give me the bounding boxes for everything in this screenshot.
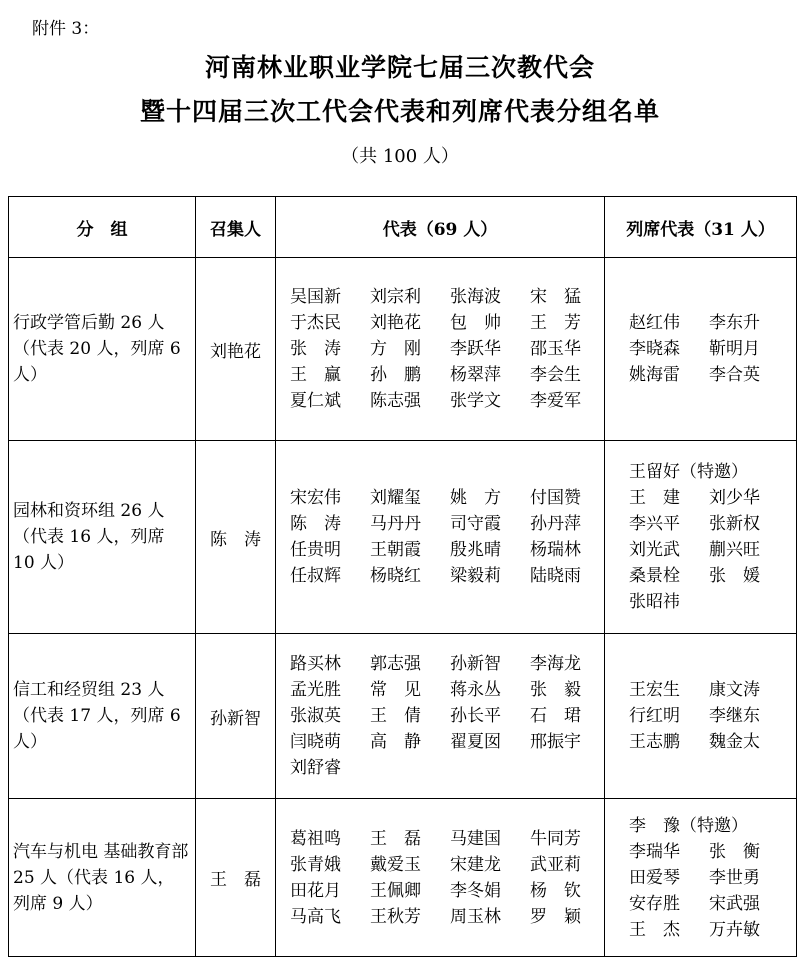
delegate-name: 周玉林 [450, 906, 501, 927]
delegate-name: 任贵明 [290, 540, 341, 560]
delegate-name: 高 静 [370, 732, 421, 752]
observer-name: 刘少华 [709, 488, 760, 508]
delegate-name: 武亚莉 [530, 854, 581, 875]
delegate-name: 吴国新 [290, 287, 341, 307]
delegate-name: 夏仁斌 [290, 391, 341, 411]
observers-list [605, 310, 796, 388]
header-convener: 召集人 [196, 197, 276, 258]
delegate-name: 张 毅 [530, 680, 581, 700]
observers-cell [605, 441, 797, 634]
delegates-list [276, 284, 604, 414]
observer-name: 李继东 [709, 706, 760, 726]
delegate-name: 刘艳花 [370, 313, 421, 333]
delegate-name: 张学文 [450, 391, 501, 411]
delegate-name: 田花月 [290, 880, 341, 901]
delegate-name: 翟夏囡 [450, 732, 501, 752]
observer-name: 刘光武 [629, 540, 680, 560]
delegate-name: 殷兆晴 [450, 540, 501, 560]
observer-name: 李兴平 [629, 514, 680, 534]
delegate-name: 常 见 [370, 680, 421, 700]
observer-name: 安存胜 [629, 893, 680, 914]
delegate-name: 王 赢 [290, 365, 341, 385]
group-row [9, 799, 797, 957]
observer-name: 蒯兴旺 [709, 540, 760, 560]
group-name: 汽车与机电 基础教育部 25 人（代表 16 人，列席 9 人） [9, 799, 196, 957]
observer-name: 李世勇 [709, 867, 760, 888]
delegates-list [276, 826, 604, 930]
delegate-name: 包 帅 [450, 313, 501, 333]
observers-list [605, 677, 796, 755]
delegates-cell [276, 441, 605, 634]
group-row [9, 634, 797, 799]
delegates-list [276, 651, 604, 781]
delegate-name: 邢振宇 [530, 732, 581, 752]
group-name: 园林和资环组 26 人（代表 16 人，列席 10 人） [9, 441, 196, 634]
delegate-name: 张海波 [450, 287, 501, 307]
delegate-name: 罗 颖 [530, 906, 581, 927]
delegate-name: 陈 涛 [290, 514, 341, 534]
observer-name: 王宏生 [629, 680, 680, 700]
delegate-name: 宋 猛 [530, 287, 581, 307]
observer-name: 行红明 [629, 706, 680, 726]
delegate-name: 陈志强 [370, 391, 421, 411]
observer-name: 姚海雷 [629, 365, 680, 385]
delegate-name: 蒋永丛 [450, 680, 501, 700]
document-title-line-2: 暨十四届三次工代会代表和列席代表分组名单 [139, 97, 660, 126]
observers-cell [605, 634, 797, 799]
observer-name: 桑景栓 [629, 566, 680, 586]
document-title-line-1: 河南林业职业学院七届三次教代会 [204, 53, 595, 82]
delegate-name: 孟光胜 [290, 680, 341, 700]
attachment-label: 附件 3： [32, 19, 100, 39]
delegate-name: 李跃华 [450, 339, 501, 359]
observer-name: 靳明月 [709, 339, 760, 359]
delegate-name: 宋宏伟 [290, 488, 341, 508]
observer-name: 魏金太 [709, 732, 760, 752]
observers-list [605, 459, 796, 615]
observer-special-name: 王留好（特邀） [629, 462, 748, 482]
delegate-name: 司守霞 [450, 514, 501, 534]
observer-name: 赵红伟 [629, 313, 680, 333]
header-group: 分 组 [9, 197, 196, 258]
delegate-name: 刘宗利 [370, 287, 421, 307]
observer-name: 康文涛 [709, 680, 760, 700]
header-observers: 列席代表（31 人） [605, 197, 797, 258]
delegate-name: 梁毅莉 [450, 566, 501, 586]
delegate-name: 马建国 [450, 828, 501, 849]
group-name: 信工和经贸组 23 人（代表 17 人，列席 6 人） [9, 634, 196, 799]
delegate-name: 任叔辉 [290, 566, 341, 586]
delegate-name: 付国赞 [530, 488, 581, 508]
convener-name: 孙新智 [196, 634, 276, 799]
observer-name: 张 衡 [709, 841, 760, 862]
group-name: 行政学管后勤 26 人（代表 20 人，列席 6 人） [9, 258, 196, 441]
delegate-name: 路买林 [290, 654, 341, 674]
delegate-name: 陆晓雨 [530, 566, 581, 586]
delegate-name: 葛祖鸣 [290, 828, 341, 849]
delegate-name: 马高飞 [290, 906, 341, 927]
delegate-name: 马丹丹 [370, 514, 421, 534]
delegate-name: 张 涛 [290, 339, 341, 359]
observers-cell [605, 258, 797, 441]
delegate-name: 孙新智 [450, 654, 501, 674]
delegates-cell [276, 799, 605, 957]
convener-name: 王 磊 [196, 799, 276, 957]
total-count: （共 100 人） [341, 146, 459, 167]
observer-name: 宋武强 [709, 893, 760, 914]
delegate-name: 孙丹萍 [530, 514, 581, 534]
observer-name: 李东升 [709, 313, 760, 333]
delegate-name: 王 磊 [370, 828, 421, 849]
group-row [9, 258, 797, 441]
observer-name: 张 媛 [709, 566, 760, 586]
delegate-name: 姚 方 [450, 488, 501, 508]
delegate-name: 方 刚 [370, 339, 421, 359]
delegate-name: 王 倩 [370, 706, 421, 726]
delegate-name: 李海龙 [530, 654, 581, 674]
delegate-name: 张青娥 [290, 854, 341, 875]
delegate-name: 于杰民 [290, 313, 341, 333]
observer-name: 王 建 [629, 488, 680, 508]
delegate-name: 王秋芳 [370, 906, 421, 927]
observers-list [605, 813, 796, 943]
delegates-cell [276, 258, 605, 441]
observer-name: 李瑞华 [629, 841, 680, 862]
observers-cell [605, 799, 797, 957]
delegate-name: 刘舒睿 [290, 758, 341, 778]
observer-name: 李合英 [709, 365, 760, 385]
delegates-list [276, 485, 604, 589]
delegates-cell [276, 634, 605, 799]
observer-name: 王 杰 [629, 919, 680, 940]
delegate-name: 杨晓红 [370, 566, 421, 586]
roster-table [8, 196, 797, 957]
observer-name: 张新权 [709, 514, 760, 534]
delegate-name: 孙长平 [450, 706, 501, 726]
delegate-name: 李冬娟 [450, 880, 501, 901]
header-row [9, 197, 797, 258]
observer-name: 张昭祎 [629, 592, 680, 612]
delegate-name: 牛同芳 [530, 828, 581, 849]
delegate-name: 王佩卿 [370, 880, 421, 901]
delegate-name: 戴爱玉 [370, 854, 421, 875]
observer-name: 万卉敏 [709, 919, 760, 940]
convener-name: 刘艳花 [196, 258, 276, 441]
header-delegates: 代表（69 人） [276, 197, 605, 258]
observer-special-name: 李 豫（特邀） [629, 815, 748, 836]
group-row [9, 441, 797, 634]
delegate-name: 李会生 [530, 365, 581, 385]
delegate-name: 王 芳 [530, 313, 581, 333]
convener-name: 陈 涛 [196, 441, 276, 634]
delegate-name: 杨 钦 [530, 880, 581, 901]
observer-name: 李晓森 [629, 339, 680, 359]
delegate-name: 宋建龙 [450, 854, 501, 875]
delegate-name: 杨瑞林 [530, 540, 581, 560]
delegate-name: 李爱军 [530, 391, 581, 411]
delegate-name: 张淑英 [290, 706, 341, 726]
delegate-name: 王朝霞 [370, 540, 421, 560]
delegate-name: 孙 鹏 [370, 365, 421, 385]
delegate-name: 闫晓萌 [290, 732, 341, 752]
delegate-name: 邵玉华 [530, 339, 581, 359]
observer-name: 田爱琴 [629, 867, 680, 888]
delegate-name: 刘耀玺 [370, 488, 421, 508]
delegate-name: 杨翠萍 [450, 365, 501, 385]
delegate-name: 石 珺 [530, 706, 581, 726]
delegate-name: 郭志强 [370, 654, 421, 674]
observer-name: 王志鹏 [629, 732, 680, 752]
